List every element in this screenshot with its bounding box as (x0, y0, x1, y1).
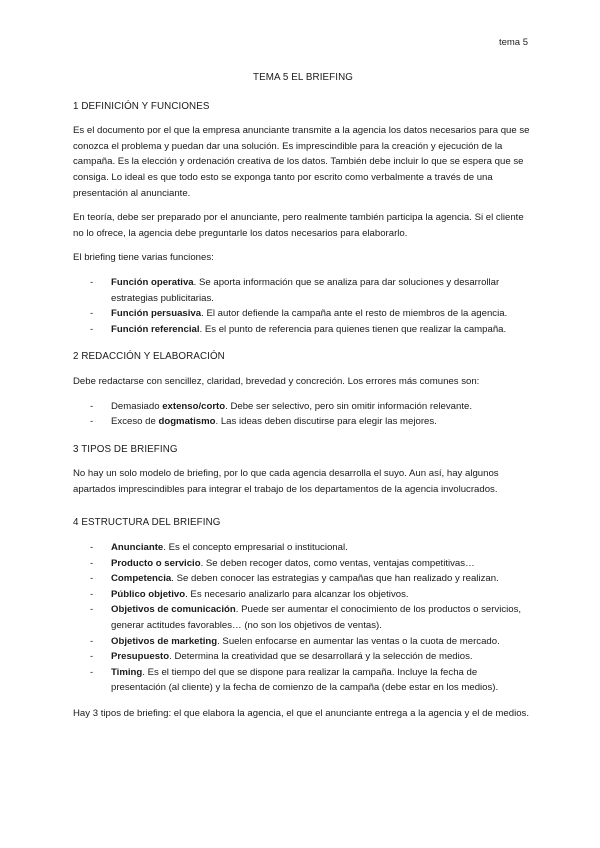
section-heading: 2 REDACCIÓN Y ELABORACIÓN (73, 351, 225, 363)
dash-bullet: - (90, 276, 94, 288)
list-item-text: . Suelen enfocarse en aumentar las ventas o la cuota de mercado. (217, 635, 500, 647)
list-item-text: . Es el concepto empresarial o institucional. (163, 542, 348, 554)
paragraph: Hay 3 tipos de briefing: el que elabora la agencia, el que el anunciante entrega a la agencia y el de medios. (73, 708, 530, 719)
list-item (90, 556, 533, 572)
dash-bullet: - (90, 308, 94, 320)
dash-bullet: - (90, 573, 94, 585)
list-item-term: Presupuesto (111, 651, 170, 663)
list-item (90, 306, 533, 322)
list-item-text: . Es el tiempo del que se dispone para realizar la campaña. Incluye la fecha de presentación (al cliente) y la fecha de comienzo de la campaña (debe estar en los medios). (111, 666, 499, 694)
list-item-term: Timing (111, 666, 143, 678)
dash-bullet: - (90, 651, 94, 663)
section-tipos (73, 442, 533, 498)
section-heading: 3 TIPOS DE BRIEFING (73, 443, 178, 455)
list-item (90, 602, 533, 633)
list-item-text: . Se deben recoger datos, como ventas, ventajas competitivas… (200, 557, 475, 569)
dash-bullet: - (90, 400, 94, 412)
list-item-text: . Las ideas deben discutirse para elegir las mejores. (215, 416, 437, 428)
list-item-term: Objetivos de marketing (111, 635, 218, 647)
list-item-term: Función operativa (111, 276, 194, 288)
list-item (90, 399, 533, 415)
list-item (90, 540, 533, 556)
list-item-term: dogmatismo (158, 416, 216, 428)
list-item-text: . Es el punto de referencia para quienes tienen que realizar la campaña. (199, 323, 507, 335)
list-item-text: . El autor defiende la campaña ante el resto de miembros de la agencia. (201, 308, 508, 320)
list-item-term: Competencia (111, 573, 172, 585)
list-item-term: Objetivos de comunicación (111, 604, 236, 616)
dash-bullet: - (90, 604, 94, 616)
list-item (90, 571, 533, 587)
page-header-label: tema 5 (498, 37, 528, 48)
list-item-term: Anunciante (111, 542, 164, 554)
section-redaccion (73, 349, 533, 429)
dash-bullet: - (90, 416, 94, 428)
list-item (90, 634, 533, 650)
list-item-text: . Es necesario analizarlo para alcanzar los objetivos. (185, 588, 409, 600)
document-title: TEMA 5 EL BRIEFING (253, 72, 353, 83)
section-estructura (73, 515, 533, 721)
list-item (90, 275, 533, 306)
paragraph: Es el documento por el que la empresa anunciante transmite a la agencia los datos necesarios para que se conozca el problema y puedan dar una solución. Es imprescindible para la creación y ejecución de la campaña. Es la elección y ordenación creativa de los datos. También debe incluir lo que se espera que se consiga. Lo ideal es que todo esto se exponga tanto por escrito como verbalmente a través de una presentación al anunciante. (73, 125, 530, 199)
dash-bullet: - (90, 323, 94, 335)
list-item-term: Función persuasiva (111, 308, 202, 320)
list-item (90, 322, 533, 338)
dash-bullet: - (90, 666, 94, 678)
paragraph: No hay un solo modelo de briefing, por lo que cada agencia desarrolla el suyo. Aun así, hay algunos apartados imprescindibles para integrar el trabajo de los departamentos de la agencia involucrados. (73, 468, 499, 495)
structure-list (73, 540, 533, 696)
paragraph: Debe redactarse con sencillez, claridad, brevedad y concreción. Los errores más comunes son: (73, 375, 480, 387)
list-item (90, 665, 533, 696)
list-item-prefix: Exceso de (111, 416, 159, 428)
list-item-term: Producto o servicio (111, 557, 201, 569)
dash-bullet: - (90, 635, 94, 647)
list-item-text: . Debe ser selectivo, pero sin omitir información relevante. (225, 400, 473, 412)
dash-bullet: - (90, 557, 94, 569)
list-item-term: Público objetivo (111, 588, 186, 600)
errors-list (73, 399, 533, 430)
list-item-text: . Se deben conocer las estrategias y campañas que han realizado y realizan. (171, 573, 499, 585)
list-item-text: . Determina la creatividad que se desarrollará y la selección de medios. (169, 651, 473, 663)
list-item-term: Función referencial (111, 323, 200, 335)
list-item-text: . Puede ser aumentar el conocimiento de los productos o servicios, generar actitudes favorables… (no son los objetivos de ventas). (111, 604, 522, 632)
section-heading: 4 ESTRUCTURA DEL BRIEFING (73, 517, 221, 529)
functions-list (73, 275, 533, 337)
list-item-prefix: Demasiado (111, 400, 163, 412)
list-item (90, 649, 533, 665)
list-item-term: extenso/corto (162, 400, 226, 412)
paragraph: En teoría, debe ser preparado por el anunciante, pero realmente también participa la agencia. Si el cliente no lo ofrece, la agencia debe preguntarle los datos necesarios para elaborarlo. (73, 212, 524, 239)
list-item (90, 414, 533, 430)
list-item (90, 587, 533, 603)
paragraph: El briefing tiene varias funciones: (73, 252, 214, 264)
section-definicion (73, 99, 533, 338)
list-item-text: . Se aporta información que se analiza para dar soluciones y desarrollar estrategias publicitarias. (111, 276, 500, 304)
dash-bullet: - (90, 542, 94, 554)
section-heading: 1 DEFINICIÓN Y FUNCIONES (73, 100, 210, 112)
dash-bullet: - (90, 588, 94, 600)
document-body (73, 70, 533, 732)
